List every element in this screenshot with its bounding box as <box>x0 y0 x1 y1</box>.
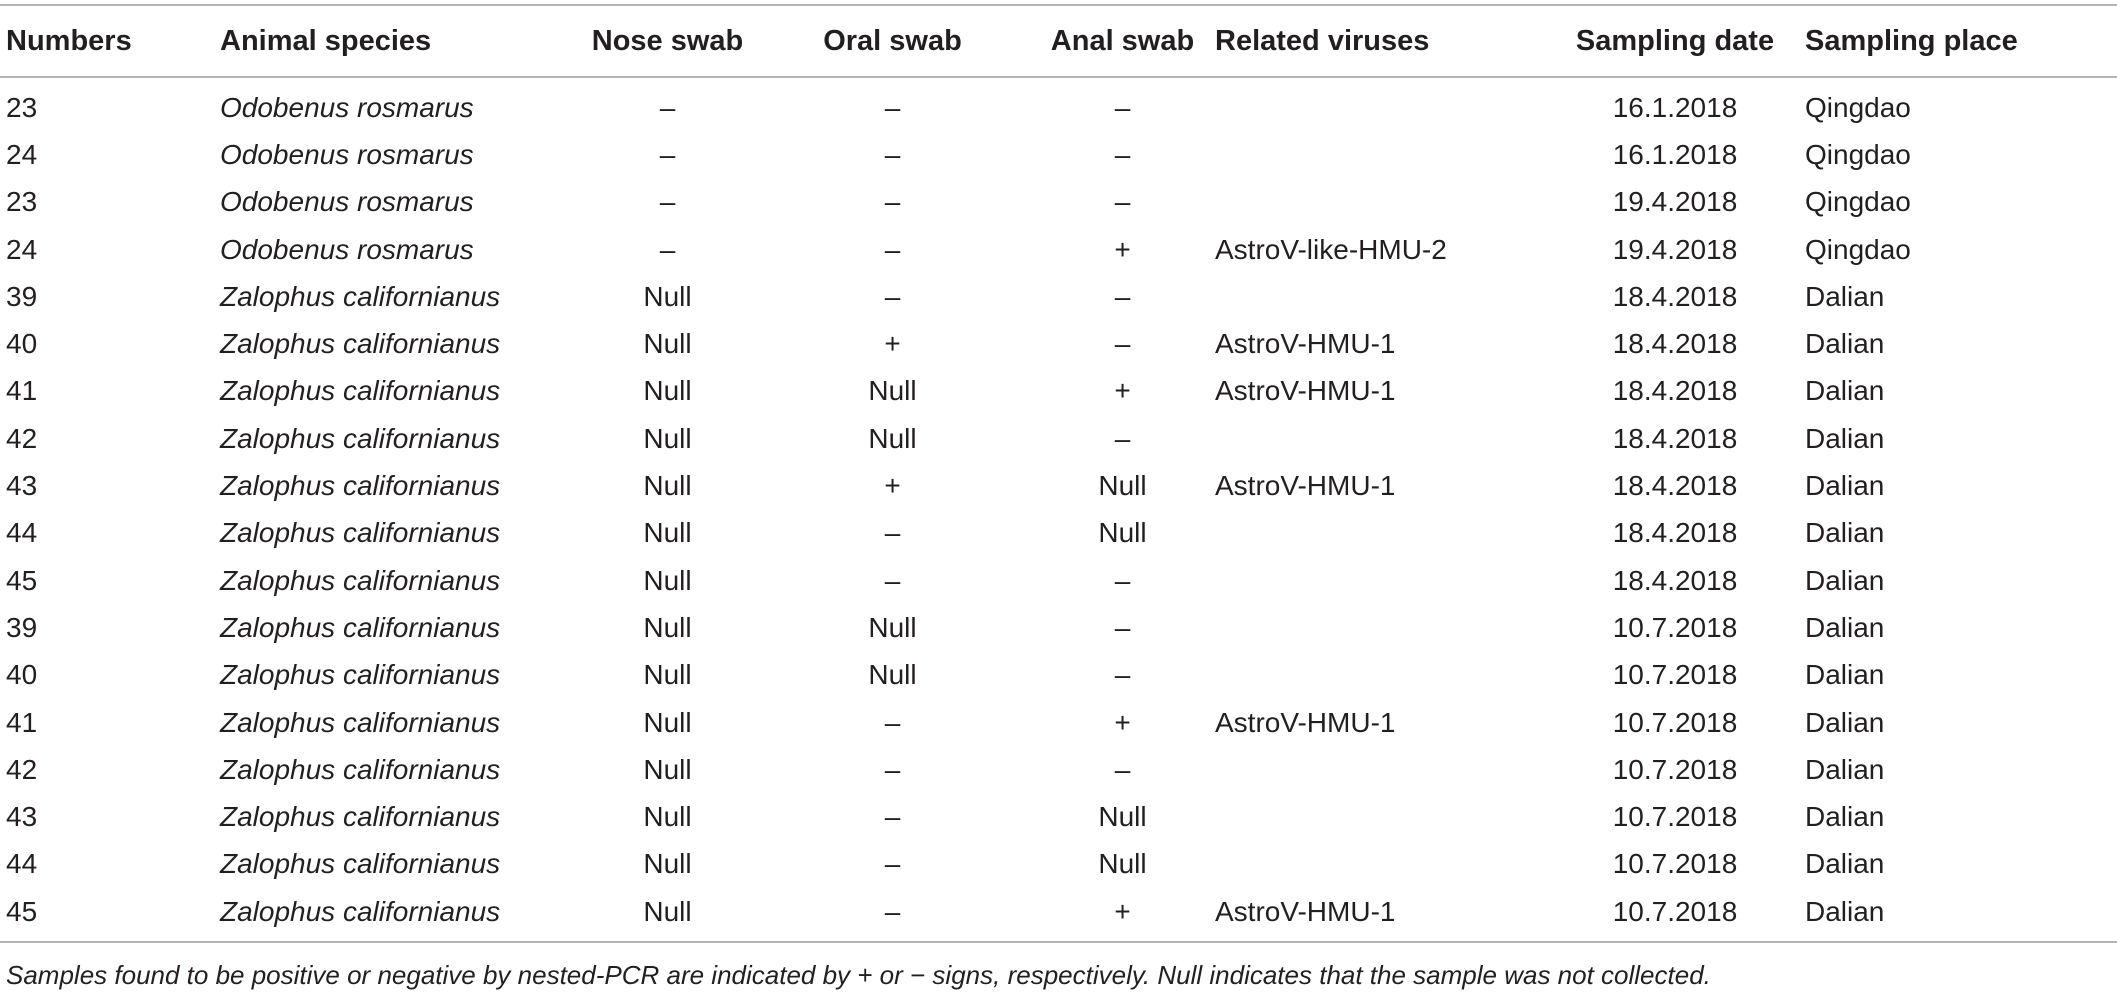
cell-animal-species: Odobenus rosmarus <box>220 233 474 265</box>
cell-anal-swab: – <box>1114 564 1131 596</box>
cell-anal-swab: Null <box>1098 848 1147 880</box>
cell-anal-swab: – <box>1114 280 1131 312</box>
cell-oral-swab: Null <box>868 611 917 643</box>
cell-animal-species: Zalophus californianus <box>220 888 580 942</box>
cell-sampling-date: 18.4.2018 <box>1612 280 1738 312</box>
table-body <box>0 77 2117 942</box>
table-row <box>0 131 2117 178</box>
cell-oral-swab: – <box>884 517 901 549</box>
cell-sampling-date: 10.7.2018 <box>1612 801 1738 833</box>
header-oral-swab: Oral swab <box>755 5 1030 77</box>
cell-nose-swab: – <box>659 91 676 123</box>
cell-oral-swab: – <box>884 801 901 833</box>
cell-anal-swab: Null <box>1098 801 1147 833</box>
cell-number: 42 <box>6 753 38 785</box>
cell-oral-swab: + <box>884 470 901 502</box>
cell-number: 23 <box>6 186 38 218</box>
header-animal-species: Animal species <box>220 5 580 77</box>
cell-oral-swab: Null <box>868 422 917 454</box>
cell-anal-swab: – <box>1114 422 1131 454</box>
cell-related-virus <box>1215 273 1545 320</box>
cell-sampling-date: 19.4.2018 <box>1612 233 1738 265</box>
cell-related-virus <box>1215 131 1545 178</box>
cell-number: 39 <box>6 611 38 643</box>
cell-nose-swab: Null <box>643 280 692 312</box>
table-row <box>0 793 2117 840</box>
cell-sampling-place: Dalian <box>1805 801 1885 833</box>
cell-nose-swab: Null <box>643 422 692 454</box>
table-row <box>0 699 2117 746</box>
cell-nose-swab: – <box>659 186 676 218</box>
cell-nose-swab: Null <box>643 753 692 785</box>
cell-sampling-place: Qingdao <box>1805 186 1911 218</box>
cell-animal-species: Zalophus californianus <box>220 517 501 549</box>
cell-nose-swab: Null <box>643 564 692 596</box>
cell-sampling-place: Dalian <box>1805 659 1885 691</box>
cell-nose-swab: Null <box>643 801 692 833</box>
cell-sampling-date: 18.4.2018 <box>1612 328 1738 360</box>
cell-anal-swab: Null <box>1098 470 1147 502</box>
cell-sampling-date: 18.4.2018 <box>1612 517 1738 549</box>
cell-nose-swab: – <box>659 233 676 265</box>
cell-sampling-place: Dalian <box>1805 848 1885 880</box>
cell-anal-swab: – <box>1114 659 1131 691</box>
cell-nose-swab: Null <box>643 375 692 407</box>
cell-sampling-date: 19.4.2018 <box>1612 186 1738 218</box>
cell-animal-species: Odobenus rosmarus <box>220 186 474 218</box>
cell-anal-swab: – <box>1114 91 1131 123</box>
header-numbers: Numbers <box>0 5 220 77</box>
cell-animal-species: Zalophus californianus <box>220 848 501 880</box>
cell-animal-species: Zalophus californianus <box>220 706 501 738</box>
cell-oral-swab: Null <box>868 659 917 691</box>
table-row <box>0 841 2117 888</box>
cell-number: 45 <box>0 888 220 942</box>
cell-anal-swab: – <box>1114 753 1131 785</box>
cell-oral-swab: – <box>884 706 901 738</box>
cell-nose-swab: Null <box>643 611 692 643</box>
cell-related-virus: AstroV-HMU-1 <box>1215 328 1396 360</box>
table-row <box>0 226 2117 273</box>
cell-sampling-place: Dalian <box>1805 375 1885 407</box>
cell-related-virus <box>1215 510 1545 557</box>
cell-animal-species: Zalophus californianus <box>220 375 501 407</box>
cell-animal-species: Odobenus rosmarus <box>220 91 474 123</box>
cell-number: 23 <box>6 91 38 123</box>
table-row <box>0 179 2117 226</box>
table-row <box>0 510 2117 557</box>
cell-animal-species: Zalophus californianus <box>220 280 501 312</box>
table-row <box>0 888 2117 942</box>
cell-oral-swab: + <box>884 328 901 360</box>
cell-related-virus <box>1215 652 1545 699</box>
cell-animal-species: Zalophus californianus <box>220 611 501 643</box>
cell-sampling-place: Qingdao <box>1805 91 1911 123</box>
cell-related-virus <box>1215 415 1545 462</box>
cell-oral-swab: – <box>755 888 1030 942</box>
cell-related-virus: AstroV-HMU-1 <box>1215 470 1396 502</box>
cell-oral-swab: – <box>884 233 901 265</box>
cell-animal-species: Odobenus rosmarus <box>220 138 474 170</box>
header-related-viruses: Related viruses <box>1215 5 1545 77</box>
cell-number: 41 <box>6 706 38 738</box>
cell-sampling-date: 18.4.2018 <box>1612 422 1738 454</box>
cell-oral-swab: – <box>884 280 901 312</box>
table-row <box>0 462 2117 509</box>
cell-anal-swab: – <box>1114 328 1131 360</box>
cell-number: 24 <box>6 233 38 265</box>
cell-related-virus: AstroV-like-HMU-2 <box>1215 233 1447 265</box>
cell-animal-species: Zalophus californianus <box>220 422 501 454</box>
cell-oral-swab: – <box>884 848 901 880</box>
cell-related-virus: AstroV-HMU-1 <box>1215 706 1396 738</box>
cell-sampling-place: Dalian <box>1805 328 1885 360</box>
cell-related-virus <box>1215 557 1545 604</box>
cell-sampling-date: 10.7.2018 <box>1612 659 1738 691</box>
header-anal-swab: Anal swab <box>1030 5 1215 77</box>
cell-sampling-place: Dalian <box>1805 280 1885 312</box>
cell-sampling-date: 10.7.2018 <box>1612 706 1738 738</box>
cell-number: 44 <box>6 848 38 880</box>
cell-animal-species: Zalophus californianus <box>220 801 501 833</box>
cell-sampling-date: 10.7.2018 <box>1612 611 1738 643</box>
table-row <box>0 604 2117 651</box>
cell-sampling-date: 16.1.2018 <box>1612 138 1738 170</box>
cell-anal-swab: Null <box>1098 517 1147 549</box>
cell-number: 43 <box>6 801 38 833</box>
samples-table <box>0 4 2117 943</box>
cell-number: 41 <box>6 375 38 407</box>
cell-related-virus <box>1215 746 1545 793</box>
cell-related-virus <box>1215 841 1545 888</box>
cell-anal-swab: – <box>1114 186 1131 218</box>
cell-oral-swab: – <box>884 91 901 123</box>
cell-animal-species: Zalophus californianus <box>220 659 501 691</box>
header-nose-swab: Nose swab <box>580 5 755 77</box>
cell-sampling-date: 18.4.2018 <box>1612 470 1738 502</box>
table-row <box>0 746 2117 793</box>
cell-sampling-place: Dalian <box>1805 753 1885 785</box>
cell-oral-swab: Null <box>868 375 917 407</box>
cell-nose-swab: Null <box>643 328 692 360</box>
cell-anal-swab: + <box>1114 233 1131 265</box>
cell-number: 40 <box>6 328 38 360</box>
cell-related-virus <box>1215 179 1545 226</box>
cell-oral-swab: – <box>884 564 901 596</box>
table-row <box>0 652 2117 699</box>
cell-sampling-date: 10.7.2018 <box>1612 753 1738 785</box>
cell-anal-swab: – <box>1114 138 1131 170</box>
table-footnote: Samples found to be positive or negative by nested-PCR are indicated by + or − signs, respectively. Null indicates that the sample was not collected. <box>6 960 1711 990</box>
cell-related-virus: AstroV-HMU-1 <box>1215 375 1396 407</box>
cell-animal-species: Zalophus californianus <box>220 470 501 502</box>
cell-number: 40 <box>6 659 38 691</box>
cell-animal-species: Zalophus californianus <box>220 564 501 596</box>
cell-sampling-date: 18.4.2018 <box>1612 375 1738 407</box>
cell-sampling-place: Dalian <box>1805 564 1885 596</box>
cell-nose-swab: Null <box>643 706 692 738</box>
cell-sampling-date: 16.1.2018 <box>1612 91 1738 123</box>
cell-number: 39 <box>6 280 38 312</box>
cell-animal-species: Zalophus californianus <box>220 753 501 785</box>
cell-number: 44 <box>6 517 38 549</box>
cell-related-virus: AstroV-HMU-1 <box>1215 888 1545 942</box>
table-row <box>0 368 2117 415</box>
cell-nose-swab: Null <box>580 888 755 942</box>
cell-sampling-date: 10.7.2018 <box>1612 848 1738 880</box>
cell-sampling-date: 18.4.2018 <box>1612 564 1738 596</box>
table-row <box>0 415 2117 462</box>
cell-oral-swab: – <box>884 753 901 785</box>
cell-sampling-place: Dalian <box>1805 517 1885 549</box>
cell-nose-swab: Null <box>643 517 692 549</box>
cell-oral-swab: – <box>884 186 901 218</box>
table-row <box>0 77 2117 131</box>
table-row <box>0 273 2117 320</box>
cell-anal-swab: + <box>1030 888 1215 942</box>
cell-sampling-place: Qingdao <box>1805 233 1911 265</box>
cell-sampling-place: Dalian <box>1805 706 1885 738</box>
cell-number: 43 <box>6 470 38 502</box>
cell-number: 42 <box>6 422 38 454</box>
cell-anal-swab: + <box>1114 375 1131 407</box>
cell-anal-swab: + <box>1114 706 1131 738</box>
cell-nose-swab: – <box>659 138 676 170</box>
cell-nose-swab: Null <box>643 848 692 880</box>
cell-number: 45 <box>6 564 38 596</box>
cell-nose-swab: Null <box>643 470 692 502</box>
cell-sampling-place: Dalian <box>1805 888 2117 942</box>
cell-oral-swab: – <box>884 138 901 170</box>
cell-related-virus <box>1215 77 1545 131</box>
header-sampling-place: Sampling place <box>1805 5 2117 77</box>
cell-animal-species: Zalophus californianus <box>220 328 501 360</box>
header-row <box>0 5 2117 77</box>
cell-sampling-date: 10.7.2018 <box>1545 888 1805 942</box>
cell-anal-swab: – <box>1114 611 1131 643</box>
table-row <box>0 557 2117 604</box>
table-row <box>0 320 2117 367</box>
cell-related-virus <box>1215 604 1545 651</box>
cell-sampling-place: Dalian <box>1805 611 1885 643</box>
cell-sampling-place: Dalian <box>1805 422 1885 454</box>
cell-related-virus <box>1215 793 1545 840</box>
header-sampling-date: Sampling date <box>1545 5 1805 77</box>
cell-number: 24 <box>6 138 38 170</box>
cell-sampling-place: Dalian <box>1805 470 1885 502</box>
cell-nose-swab: Null <box>643 659 692 691</box>
cell-sampling-place: Qingdao <box>1805 138 1911 170</box>
